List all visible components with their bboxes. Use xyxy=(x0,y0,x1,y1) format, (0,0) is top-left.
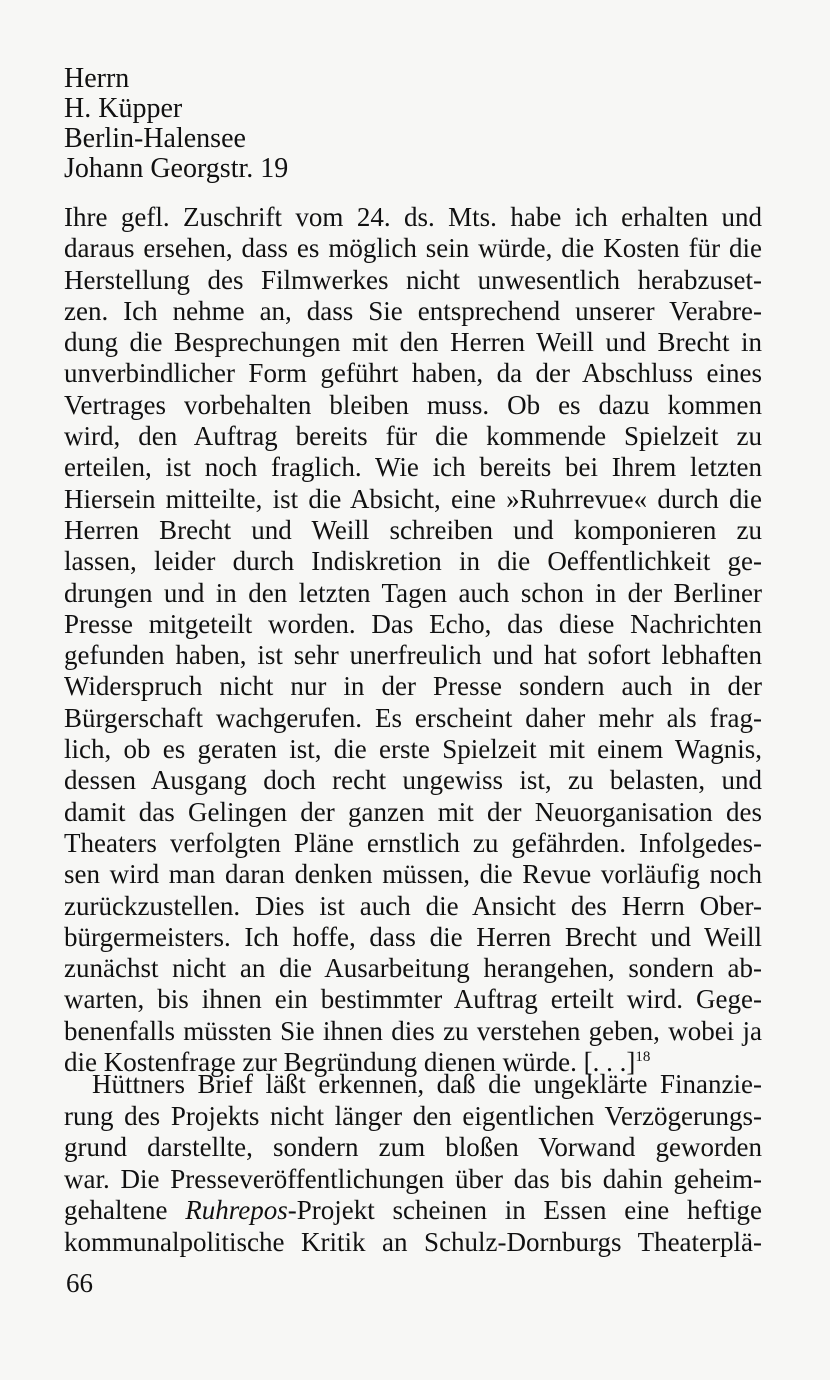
letter-line: lich, ob es geraten ist, die erste Spielzeit mit einem Wagnis, xyxy=(64,734,762,765)
commentary-line-prefix: gehaltene xyxy=(64,1195,186,1226)
letter-line: Theaters verfolgten Pläne ernstlich zu gefährden. Infolgedes- xyxy=(64,827,762,858)
address-city: Berlin-Halensee xyxy=(64,123,246,154)
letter-line: Vertrages vorbehalten bleiben muss. Ob es dazu kommen xyxy=(64,389,762,420)
page-number: 66 xyxy=(66,1268,93,1298)
letter-line: Bürgerschaft wachgerufen. Es erscheint daher mehr als frag- xyxy=(64,702,762,733)
commentary-line: rung des Projekts nicht länger den eigentlichen Verzögerungs- xyxy=(64,1100,762,1131)
commentary-line: Hüttners Brief läßt erkennen, daß die ungeklärte Finanzie- xyxy=(92,1069,762,1099)
letter-line: zunächst nicht an die Ausarbeitung herangehen, sondern ab- xyxy=(64,953,762,984)
footnote-reference: 18 xyxy=(635,1049,651,1066)
letter-line: gefunden haben, ist sehr unerfreulich und hat sofort lebhaften xyxy=(64,640,762,671)
letter-line: warten, bis ihnen ein bestimmter Auftrag erteilt wird. Gege- xyxy=(64,984,762,1015)
commentary-paragraph xyxy=(64,1069,762,1259)
letter-line: daraus ersehen, dass es möglich sein würde, die Kosten für die xyxy=(64,233,762,264)
letter-line: erteilen, ist noch fraglich. Wie ich bereits bei Ihrem letzten xyxy=(64,452,762,483)
commentary-line: war. Die Presseveröffentlichungen über das bis dahin geheim- xyxy=(64,1163,762,1194)
letter-line: zen. Ich nehme an, dass Sie entsprechend unserer Verabre- xyxy=(64,295,762,326)
letter-address-block xyxy=(64,64,288,184)
letter-last-line-text: die Kostenfrage zur Begründung dienen würde. [. . .] xyxy=(64,1047,636,1078)
work-title-italic: Ruhrepos xyxy=(185,1195,288,1226)
letter-line: drungen und in den letzten Tagen auch schon in der Berliner xyxy=(64,577,762,608)
commentary-line-rest: -Projekt scheinen in Essen eine heftige xyxy=(287,1195,762,1226)
address-salutation: Herrn xyxy=(64,63,130,94)
letter-line: bürgermeisters. Ich hoffe, dass die Herren Brecht und Weill xyxy=(64,921,762,952)
address-recipient-name: H. Küpper xyxy=(64,93,183,124)
commentary-line xyxy=(64,1195,762,1227)
address-street: Johann Georgstr. 19 xyxy=(64,153,289,184)
letter-line: Hiersein mitteilte, ist die Absicht, eine »Ruhrrevue« durch die xyxy=(64,483,762,514)
letter-line: damit das Gelingen der ganzen mit der Neuorganisation des xyxy=(64,796,762,827)
commentary-line: kommunalpolitische Kritik an Schulz-Dornburgs Theaterplä- xyxy=(64,1226,762,1257)
commentary-line: grund darstellte, sondern zum bloßen Vorwand geworden xyxy=(64,1132,762,1163)
letter-line: Herren Brecht und Weill schreiben und komponieren zu xyxy=(64,514,762,545)
letter-line: Presse mitgeteilt worden. Das Echo, das diese Nachrichten xyxy=(64,608,762,639)
letter-line: dung die Besprechungen mit den Herren Weill und Brecht in xyxy=(64,327,762,358)
letter-body xyxy=(64,202,762,1078)
letter-line: dessen Ausgang doch recht ungewiss ist, zu belasten, und xyxy=(64,765,762,796)
letter-line: sen wird man daran denken müssen, die Revue vorläufig noch xyxy=(64,859,762,890)
letter-line: Herstellung des Filmwerkes nicht unwesentlich herabzuset- xyxy=(64,264,762,295)
letter-line: wird, den Auftrag bereits für die kommende Spielzeit zu xyxy=(64,421,762,452)
letter-line: unverbindlicher Form geführt haben, da der Abschluss eines xyxy=(64,358,762,389)
letter-line: lassen, leider durch Indiskretion in die Oeffentlichkeit ge- xyxy=(64,546,762,577)
letter-line: Ihre gefl. Zuschrift vom 24. ds. Mts. habe ich erhalten und xyxy=(64,202,762,232)
letter-line: zurückzustellen. Dies ist auch die Ansicht des Herrn Ober- xyxy=(64,890,762,921)
letter-line: benenfalls müssten Sie ihnen dies zu verstehen geben, wobei ja xyxy=(64,1015,762,1046)
letter-line: Widerspruch nicht nur in der Presse sondern auch in der xyxy=(64,671,762,702)
